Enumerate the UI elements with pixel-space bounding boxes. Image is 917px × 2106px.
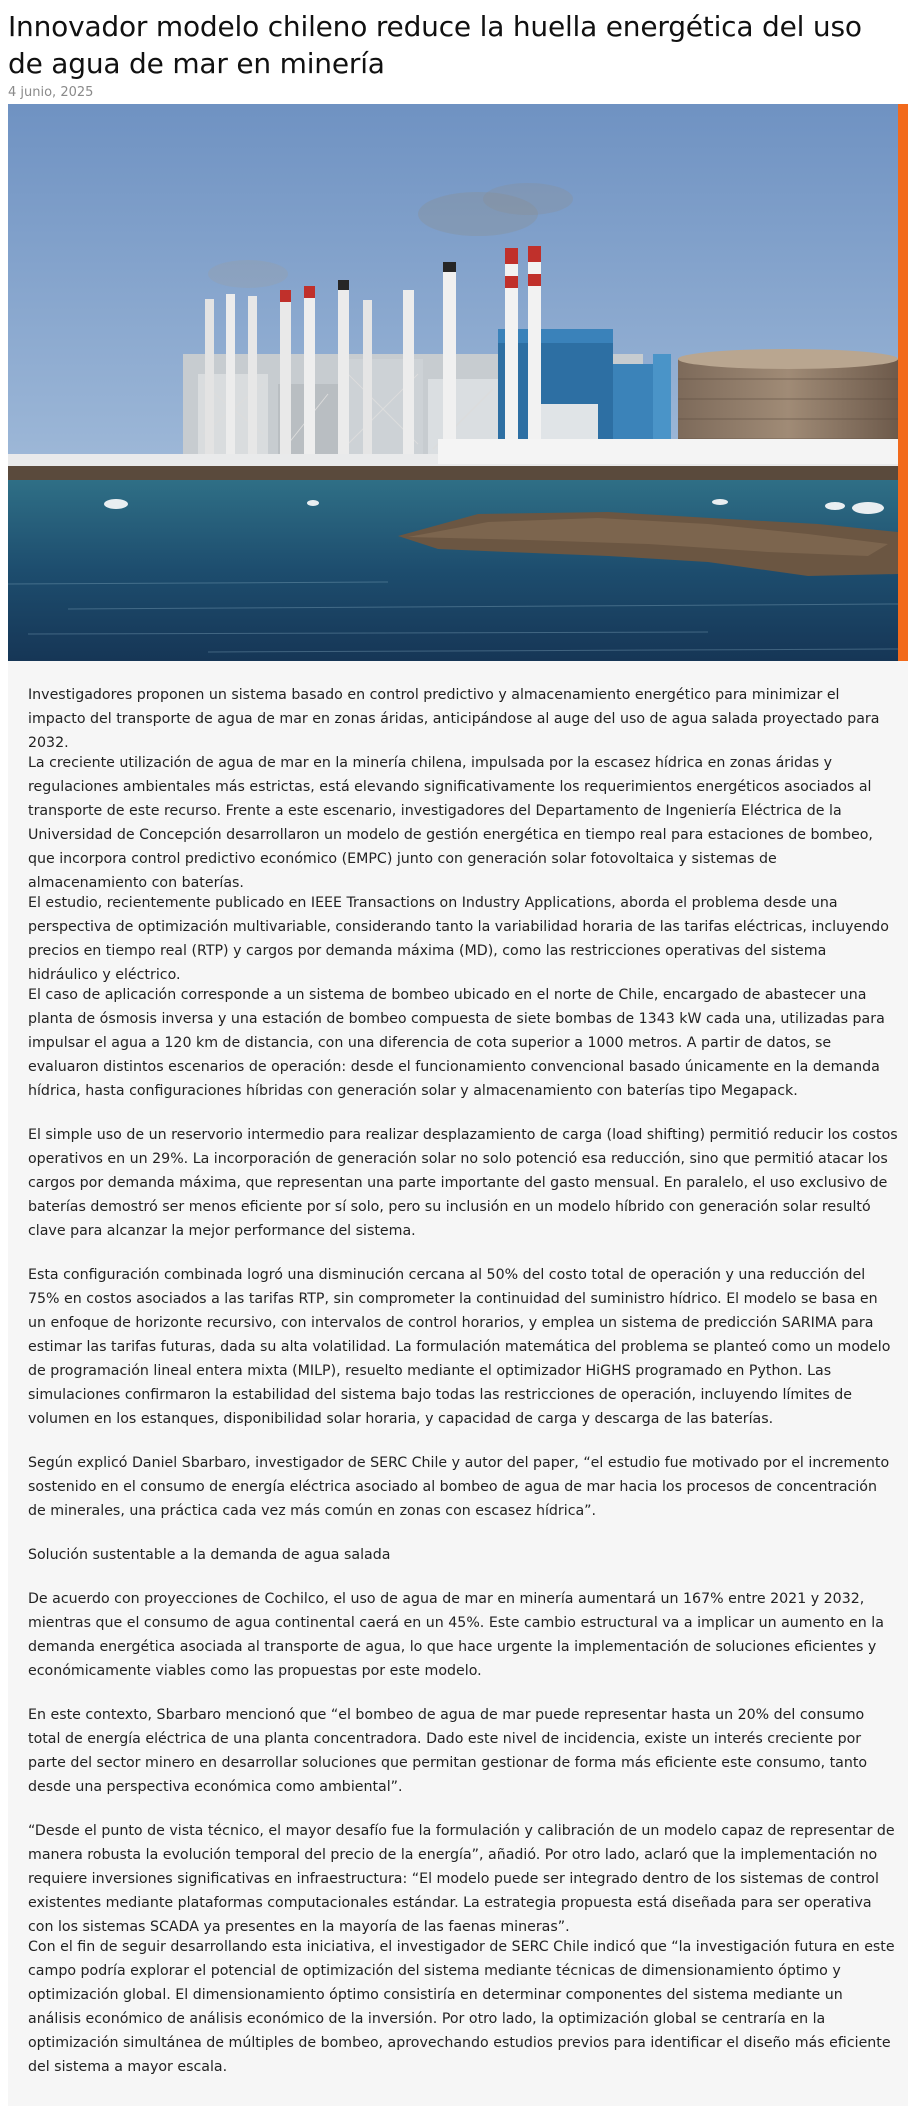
- accent-bar: [898, 104, 908, 661]
- paragraph: La creciente utilización de agua de mar en la minería chilena, impulsada por la escasez hídrica en zonas áridas y regulaciones ambientales más estrictas, está elevando significativamente los requerimientos energéticos asociados al transporte de este recurso. Frente a este escenario, investigadores del Departamento de Ingeniería Eléctrica de la Universidad de Concepción desarrollaron un modelo de gestión energética en tiempo real para estaciones de bombeo, que incorpora control predictivo económico (EMPC) junto con generación solar fotovoltaica y sistemas de almacenamiento con baterías.: [28, 755, 873, 891]
- section-heading: Solución sustentable a la demanda de agua salada: [28, 1547, 391, 1563]
- article-body: [8, 661, 908, 2106]
- paragraph: El estudio, recientemente publicado en IEEE Transactions on Industry Applications, aborda el problema desde una perspectiva de optimización multivariable, considerando tanto la variabilidad horaria de las tarifas eléctricas, incluyendo precios en tiempo real (RTP) y cargos por demanda máxima (MD), como las restricciones operativas del sistema hidráulico y eléctrico.: [28, 895, 889, 983]
- lead-paragraph: Investigadores proponen un sistema basado en control predictivo y almacenamiento energético para minimizar el impacto del transporte de agua de mar en zonas áridas, anticipándose al auge del uso de agua salada proyectado para 2032.: [28, 687, 880, 751]
- paragraph: En este contexto, Sbarbaro mencionó que “el bombeo de agua de mar puede representar hasta un 20% del consumo total de energía eléctrica de una planta concentradora. Dado este nivel de incidencia, existe un interés creciente por parte del sector minero en desarrollar soluciones que permitan gestionar de forma más eficiente este consumo, tanto desde una perspectiva económica como ambiental”.: [28, 1707, 868, 1795]
- paragraph: Con el fin de seguir desarrollando esta iniciativa, el investigador de SERC Chile indicó que “la investigación futura en este campo podría explorar el potencial de optimización del sistema mediante técnicas de dimensionamiento óptimo y optimización global. El dimensionamiento óptimo consistiría en determinar componentes del sistema mediante un análisis económico de análisis económico de la inversión. Por otro lado, la optimización global se centraría en la optimización simultánea de múltiples de bombeo, aprovechando estudios previos para identificar el diseño más eficiente del sistema a mayor escala.: [28, 1939, 895, 2075]
- paragraph: El caso de aplicación corresponde a un sistema de bombeo ubicado en el norte de Chile, encargado de abastecer una planta de ósmosis inversa y una estación de bombeo compuesta de siete bombas de 1343 kW cada una, utilizadas para impulsar el agua a 120 km de distancia, con una diferencia de cota superior a 1000 metros. A partir de datos, se evaluaron distintos escenarios de operación: desde el funcionamiento convencional basado únicamente en la demanda hídrica, hasta configuraciones híbridas con generación solar y almacenamiento con baterías tipo Megapack.: [28, 987, 885, 1099]
- paragraph: El simple uso de un reservorio intermedio para realizar desplazamiento de carga (load shifting) permitió reducir los costos operativos en un 29%. La incorporación de generación solar no solo potenció esa reducción, sino que permitió atacar los cargos por demanda máxima, que representan una parte importante del gasto mensual. En paralelo, el uso exclusivo de baterías demostró ser menos eficiente por sí solo, pero su inclusión en un modelo híbrido con generación solar resultó clave para alcanzar la mejor performance del sistema.: [28, 1127, 898, 1239]
- hero-image: [8, 104, 898, 661]
- paragraph: Según explicó Daniel Sbarbaro, investigador de SERC Chile y autor del paper, “el estudio fue motivado por el incremento sostenido en el consumo de energía eléctrica asociado al bombeo de agua de mar hacia los procesos de concentración de minerales, una práctica cada vez más común en zonas con escasez hídrica”.: [28, 1455, 890, 1519]
- article-title: Innovador modelo chileno reduce la huella energética del uso de agua de mar en minería: [8, 10, 862, 80]
- paragraph: De acuerdo con proyecciones de Cochilco, el uso de agua de mar en minería aumentará un 167% entre 2021 y 2032, mientras que el consumo de agua continental caerá en un 45%. Este cambio estructural va a implicar un aumento en la demanda energética asociada al transporte de agua, lo que hace urgente la implementación de soluciones eficientes y económicamente viables como las propuestas por este modelo.: [28, 1591, 884, 1679]
- publish-date: 4 junio, 2025: [8, 85, 94, 100]
- paragraph: Esta configuración combinada logró una disminución cercana al 50% del costo total de operación y una reducción del 75% en costos asociados a las tarifas RTP, sin comprometer la continuidad del suministro hídrico. El modelo se basa en un enfoque de horizonte recursivo, con intervalos de control horarios, y emplea un sistema de predicción SARIMA para estimar las tarifas futuras, dada su alta volatilidad. La formulación matemática del problema se planteó como un modelo de programación lineal entera mixta (MILP), resuelto mediante el optimizador HiGHS programado en Python. Las simulaciones confirmaron la estabilidad del sistema bajo todas las restricciones de operación, incluyendo límites de volumen en los estanques, disponibilidad solar horaria, y capacidad de carga y descarga de las baterías.: [28, 1267, 891, 1427]
- paragraph: “Desde el punto de vista técnico, el mayor desafío fue la formulación y calibración de un modelo capaz de representar de manera robusta la evolución temporal del precio de la energía”, añadió. Por otro lado, aclaró que la implementación no requiere inversiones significativas en infraestructura: “El modelo puede ser integrado dentro de los sistemas de control existentes mediante plataformas computacionales estándar. La estrategia propuesta está diseñada para ser operativa con los sistemas SCADA ya presentes en la mayoría de las faenas mineras”.: [28, 1823, 895, 1935]
